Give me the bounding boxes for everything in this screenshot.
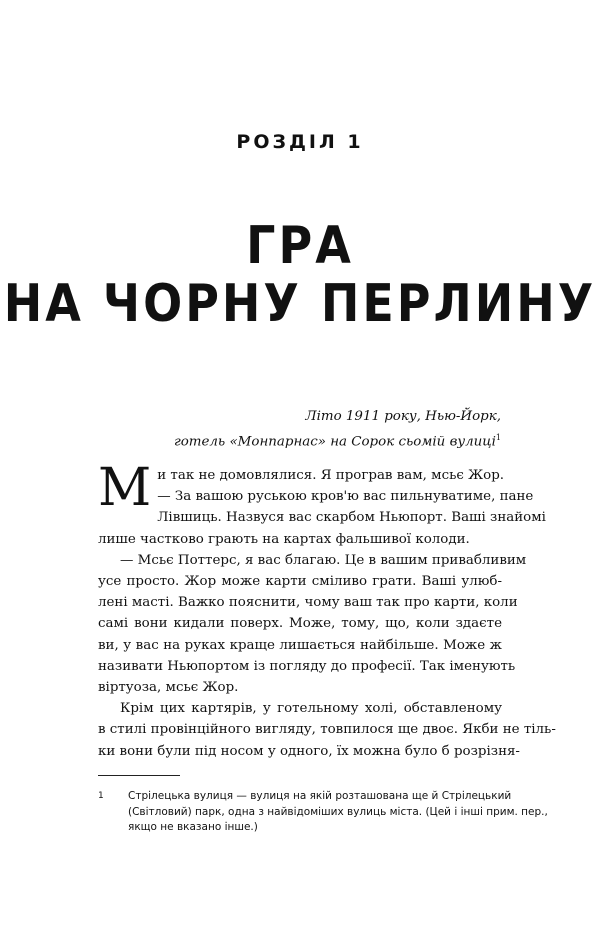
body-line: самі вони кидали поверх. Може, тому, що, коли здаєте xyxy=(98,616,502,632)
body-line: и так не домовлялися. Я програв вам, мсьє Жор. xyxy=(157,468,505,483)
body-line: усе просто. Жор може карти сміливо грати. Ваші улюб- xyxy=(98,574,502,590)
body-line: лені масті. Важко пояснити, чому ваш так про карти, коли xyxy=(98,595,518,611)
footnote-line: (Світловий) парк, одна з найвідоміших вулиць міста. (Цей і інші прим. пер., xyxy=(128,805,548,818)
epigraph xyxy=(174,406,501,452)
drop-cap: М xyxy=(98,458,152,518)
epigraph-line-1: Літо 1911 року, Нью-Йорк, xyxy=(305,409,501,424)
body-line: Крім цих картярів, у готельному холі, обставленому xyxy=(120,701,502,717)
epigraph-line-2 xyxy=(174,427,501,452)
body-line: Лівшиць. Назвуся вас скарбом Ньюпорт. Ваші знайомі xyxy=(157,510,546,526)
body-line: віртуоза, мсьє Жор. xyxy=(98,680,239,696)
footnote-text xyxy=(128,789,548,836)
body-line: називати Ньюпортом із погляду до професії. Так іменують xyxy=(98,658,516,674)
body-line: — Мсьє Поттерс, я вас благаю. Це в вашим привабливим xyxy=(120,552,527,568)
body-line: ки вони були під носом у одного, їх можна було б розрізня- xyxy=(98,743,520,759)
footnote xyxy=(98,789,548,836)
epigraph-line-2-text: готель «Монпарнас» на Сорок сьомій вулиці xyxy=(173,434,496,450)
footnote-line: Стрілецька вулиця — вулиця на якій розташована ще й Стрілецький xyxy=(128,790,512,802)
body-line: ви, у вас на руках краще лишається найбільше. Може ж xyxy=(98,637,502,653)
footnote-line: якщо не вказано інше.) xyxy=(128,821,258,833)
body-text xyxy=(98,458,556,762)
body-line: лише частково грають на картах фальшивої колоди. xyxy=(98,531,470,547)
chapter-title-line-1: ГРА xyxy=(246,214,354,276)
footnote-mark: 1 xyxy=(98,791,104,801)
footnote-reference: 1 xyxy=(495,433,501,442)
body-line: — За вашою руською кров'ю вас пильнуватиме, пане xyxy=(157,489,534,505)
body-line: в стилі провінційного вигляду, товпилося ще двоє. Якби не тіль- xyxy=(98,722,556,738)
footnote-divider xyxy=(98,775,180,776)
chapter-label: РОЗДІЛ 1 xyxy=(236,131,364,153)
chapter-title-line-2: НА ЧОРНУ ПЕРЛИНУ xyxy=(3,272,597,334)
